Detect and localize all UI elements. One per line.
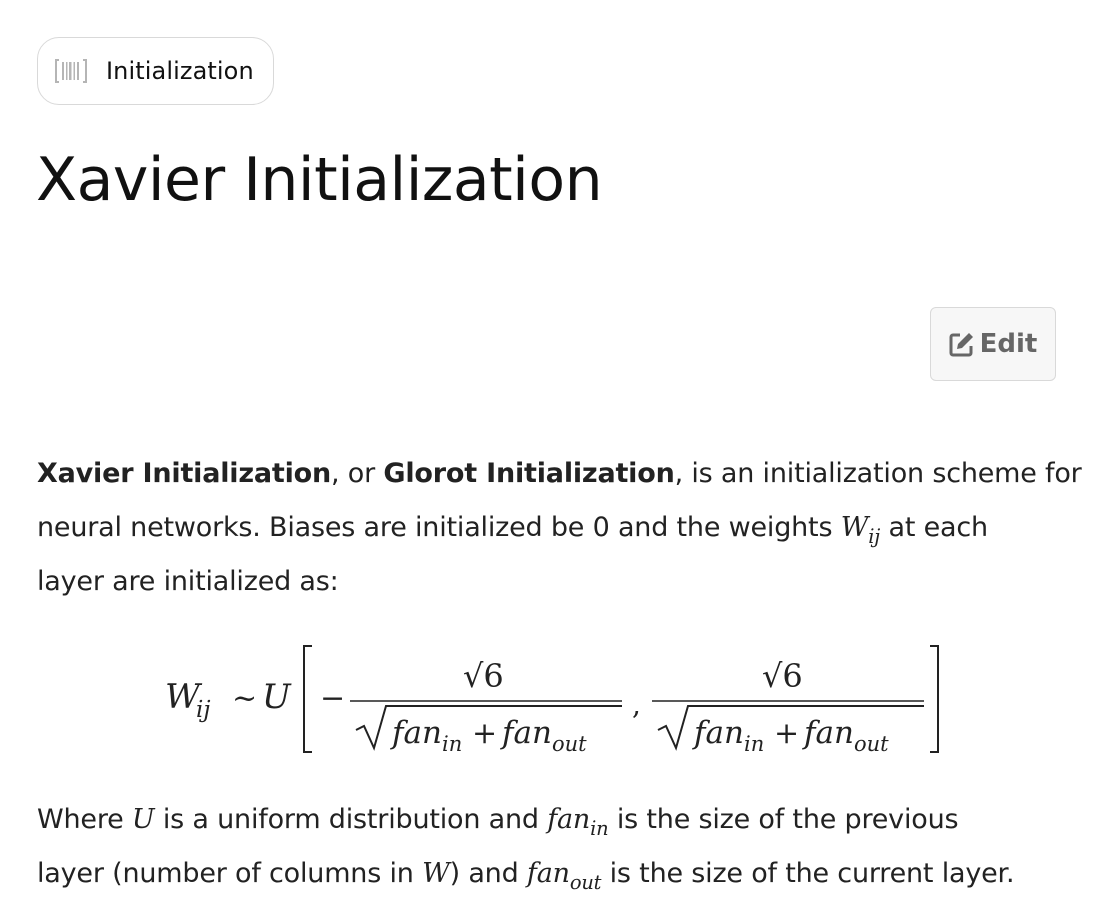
- edit-button-label: Edit: [979, 329, 1038, 359]
- svg-text:out: out: [552, 732, 587, 756]
- explanation-paragraph: Where U is a uniform distribution and fan$_{in}$ is the size of the previous layer (number of columns in W) and fan$_{out}$ is the size of the current layer.: [37, 804, 1015, 894]
- formula-distribution: U: [262, 677, 291, 717]
- svg-text:out: out: [854, 732, 889, 756]
- formula-lhs: W: [165, 677, 200, 717]
- fraction-left: [350, 657, 622, 756]
- svg-text:~: ~: [232, 681, 258, 716]
- tag-label: Initialization: [106, 57, 254, 85]
- svg-text:in: in: [744, 732, 765, 756]
- tag-initialization[interactable]: [37, 37, 274, 105]
- edit-button[interactable]: [930, 307, 1056, 381]
- w-symbol: W: [422, 858, 450, 889]
- svg-text:fan: fan: [694, 715, 744, 751]
- svg-text:ij: ij: [196, 697, 211, 723]
- svg-text:+: +: [472, 716, 498, 751]
- fan-in-symbol: fan$_{in}$: [547, 804, 609, 840]
- fraction-right: [652, 657, 924, 756]
- svg-text:−: −: [320, 681, 346, 716]
- weight-symbol: $W_{ij}$: [840, 512, 881, 548]
- svg-text:√6: √6: [762, 657, 803, 695]
- svg-text:fan: fan: [392, 715, 442, 751]
- svg-text:+: +: [774, 716, 800, 751]
- barcode-icon: [54, 57, 88, 85]
- term-xavier: Xavier Initialization: [37, 458, 331, 489]
- svg-text:√6: √6: [463, 657, 504, 695]
- svg-text:in: in: [442, 732, 463, 756]
- fan-out-symbol: fan$_{out}$: [526, 858, 602, 894]
- svg-text:fan: fan: [804, 715, 854, 751]
- u-symbol: U: [131, 804, 155, 835]
- page-title: Xavier Initialization: [36, 145, 603, 215]
- svg-text:,: ,: [632, 688, 641, 721]
- edit-icon: [949, 331, 975, 357]
- svg-text:fan: fan: [502, 715, 552, 751]
- intro-paragraph: Xavier Initialization, or Glorot Initialization, is an initialization scheme for neural networks. Biases are initialized be 0 and the weights $W_{ij}$ at each layer are initialized as:: [37, 458, 1082, 597]
- xavier-formula: [160, 642, 950, 757]
- term-glorot: Glorot Initialization: [383, 458, 675, 489]
